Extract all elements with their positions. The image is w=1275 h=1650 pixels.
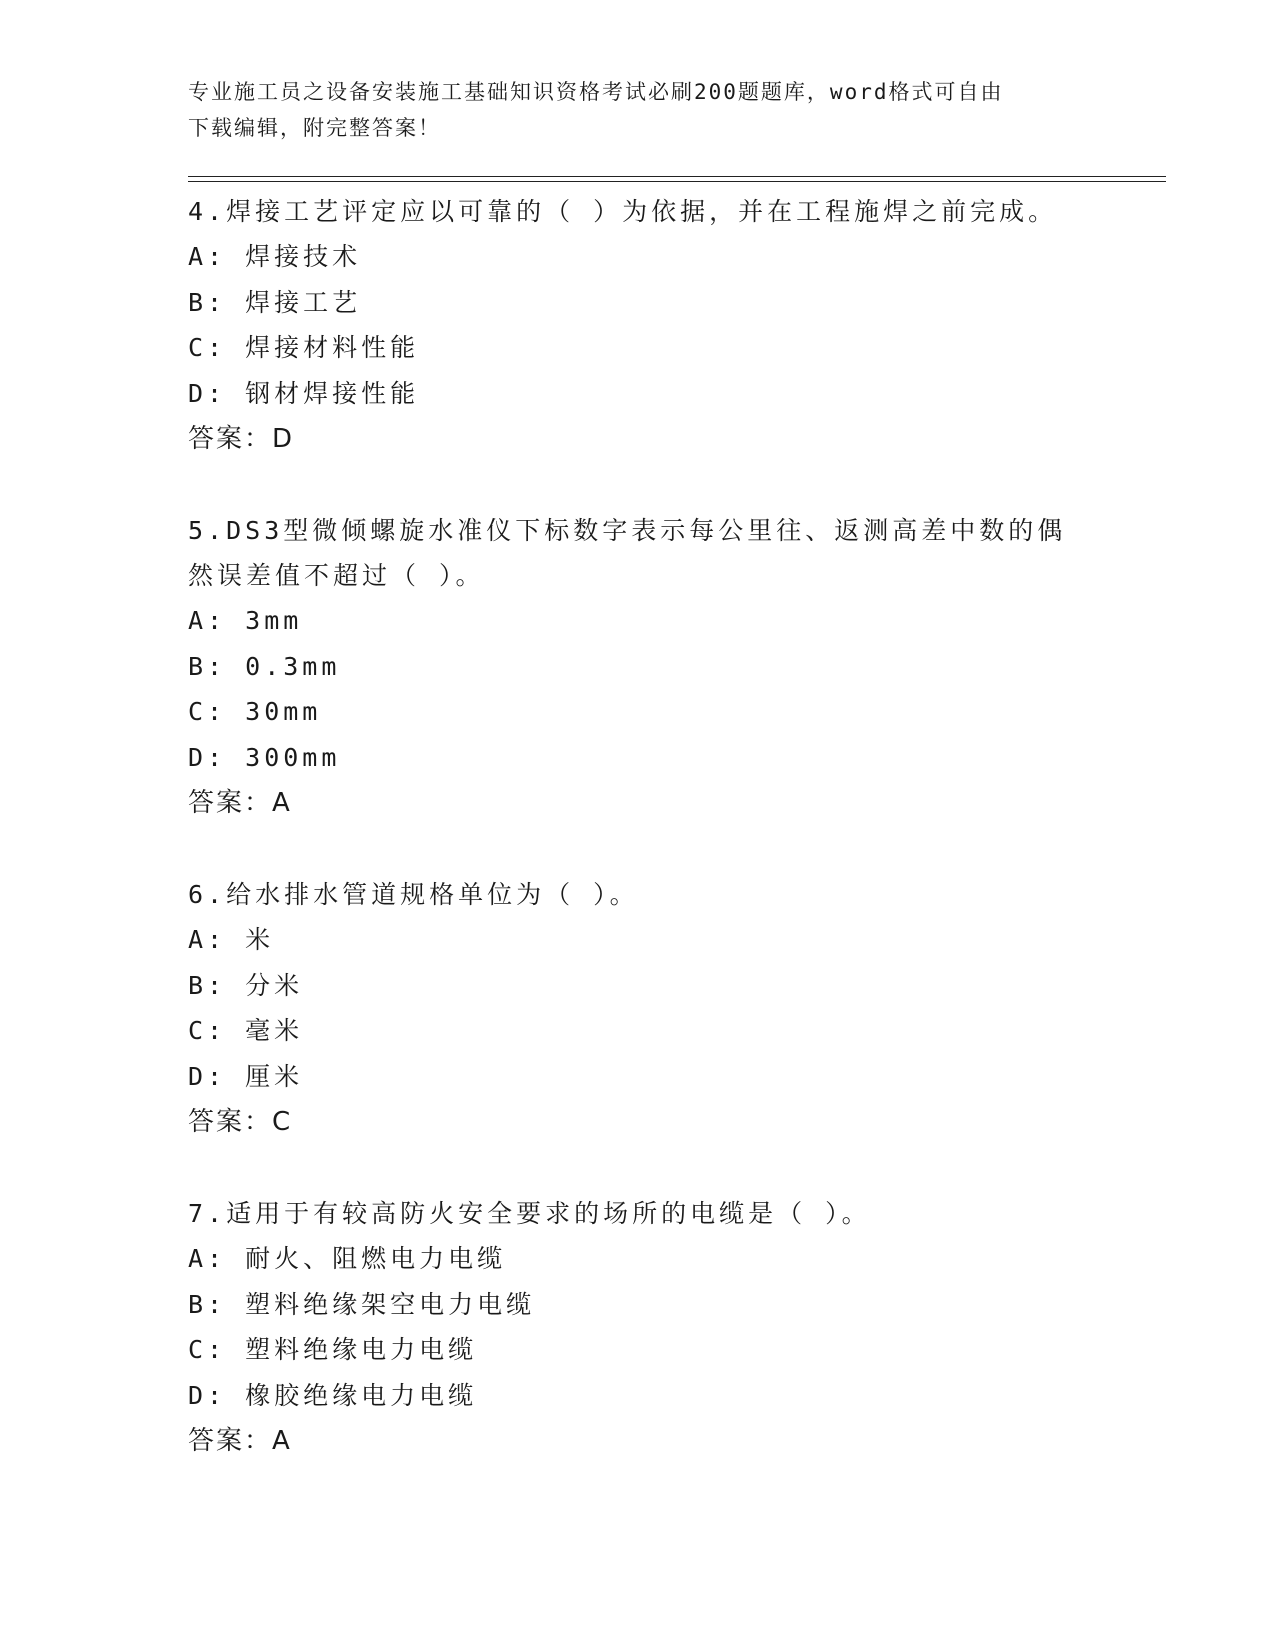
option-a: A: 3mm [188,606,303,635]
option-d: D: 300mm [188,742,341,772]
question-text: 4.焊接工艺评定应以可靠的（ ）为依据，并在工程施焊之前完成。 [188,197,1058,226]
document-header [188,74,1068,146]
option-c: C: 30mm [188,697,322,726]
question-text: 6.给水排水管道规格单位为（ ）。 [188,880,639,909]
header-line-2: 下载编辑，附完整答案！ [188,116,441,140]
option-c: C: 毫米 [188,1016,304,1045]
option-a: A: 焊接技术 [188,242,362,271]
option-d: D: 厘米 [188,1061,304,1091]
question-text: 5.DS3型微倾螺旋水准仪下标数字表示每公里往、返测高差中数的偶然误差值不超过（ ）。 [188,516,1067,590]
option-d: D: 钢材焊接性能 [188,378,420,408]
option-d: D: 橡胶绝缘电力电缆 [188,1380,478,1410]
option-a: A: 耐火、阻燃电力电缆 [188,1244,507,1273]
option-b: B: 焊接工艺 [188,287,362,317]
option-b: B: 0.3mm [188,651,341,681]
header-rule-bottom [188,181,1166,182]
answer-line: 答案：A [188,788,292,818]
answer-line: 答案：C [188,1107,293,1137]
option-b: B: 塑料绝缘架空电力电缆 [188,1289,536,1319]
question-7 [188,1191,1088,1464]
header-rule-top [188,176,1166,177]
question-text: 7.适用于有较高防火安全要求的场所的电缆是（ ）。 [188,1199,871,1228]
header-line-1: 专业施工员之设备安装施工基础知识资格考试必刷200题题库，word格式可自由 [188,80,1004,104]
option-b: B: 分米 [188,970,304,1000]
answer-line: 答案：D [188,424,295,454]
question-6 [188,872,1088,1145]
answer-line: 答案：A [188,1426,292,1456]
question-4 [188,189,1088,462]
option-a: A: 米 [188,925,275,954]
question-5 [188,508,1088,826]
option-c: C: 塑料绝缘电力电缆 [188,1335,478,1364]
option-c: C: 焊接材料性能 [188,333,420,362]
